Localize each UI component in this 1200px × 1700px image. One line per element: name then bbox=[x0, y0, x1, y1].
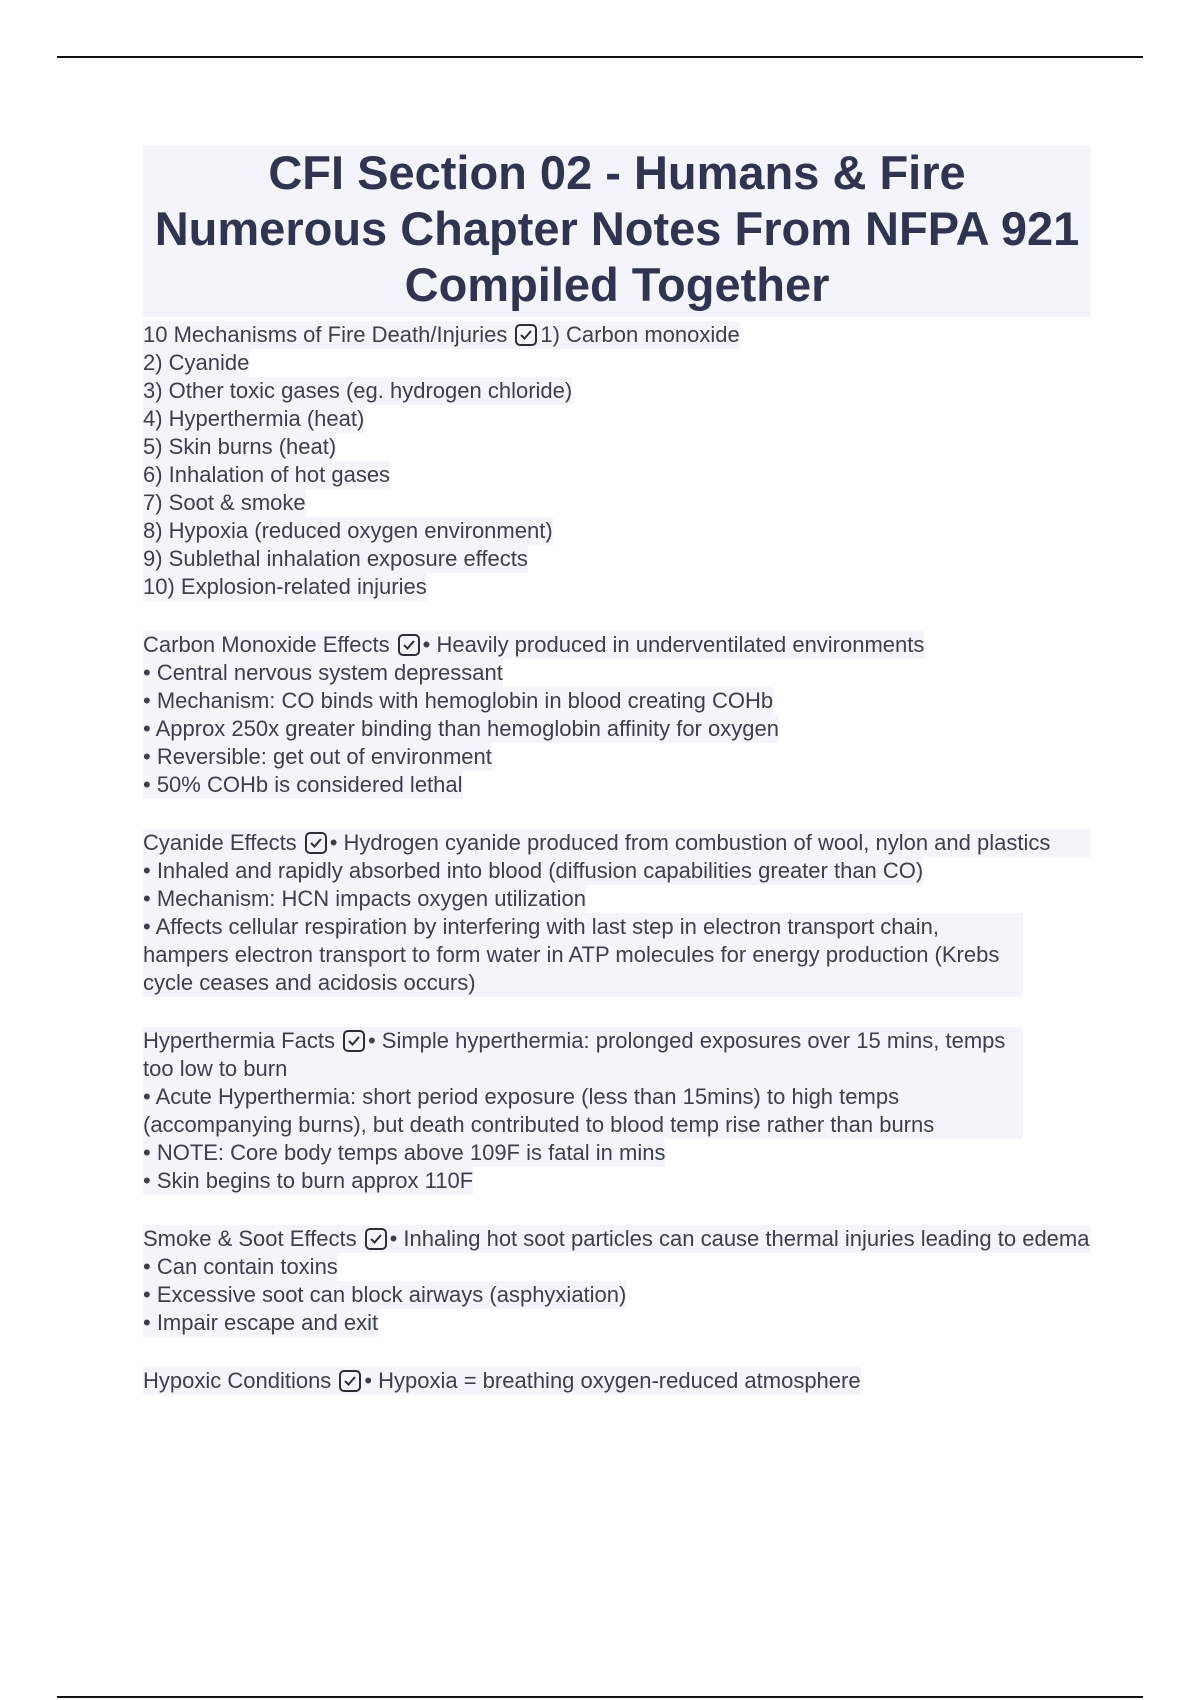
card-line: • Hypoxia = breathing oxygen-reduced atmosphere bbox=[364, 1368, 861, 1393]
card-term: Smoke & Soot Effects bbox=[143, 1226, 357, 1251]
card-line: 1) Carbon monoxide bbox=[540, 322, 740, 347]
card-first-line bbox=[143, 1225, 1091, 1253]
flashcard bbox=[143, 829, 1091, 997]
card-term: Carbon Monoxide Effects bbox=[143, 632, 390, 657]
card-line: • Mechanism: CO binds with hemoglobin in blood creating COHb bbox=[143, 688, 774, 713]
bottom-rule bbox=[57, 1696, 1143, 1698]
flashcard bbox=[143, 631, 1091, 799]
checkbox-icon bbox=[339, 1370, 361, 1392]
card-line: 10) Explosion-related injuries bbox=[143, 574, 427, 599]
card-line: • Approx 250x greater binding than hemoglobin affinity for oxygen bbox=[143, 716, 779, 741]
card-first-line bbox=[143, 1027, 1023, 1083]
card-line: • Impair escape and exit bbox=[143, 1310, 379, 1335]
card-line: • 50% COHb is considered lethal bbox=[143, 772, 463, 797]
top-rule bbox=[57, 56, 1143, 58]
card-line: • Affects cellular respiration by interfering with last step in electron transport chain, hampers electron transport to form water in ATP molecules for energy production (Krebs cycle ceases and acidosis occurs) bbox=[143, 913, 1023, 997]
flashcard bbox=[143, 1367, 1091, 1395]
card-first-line bbox=[143, 321, 740, 349]
card-line: • Mechanism: HCN impacts oxygen utilization bbox=[143, 886, 586, 911]
card-line: • Simple hyperthermia: prolonged exposures over 15 mins, temps too low to burn bbox=[143, 1028, 1006, 1081]
checkbox-icon bbox=[343, 1030, 365, 1052]
card-line: • Skin begins to burn approx 110F bbox=[143, 1168, 474, 1193]
card-line: 2) Cyanide bbox=[143, 350, 250, 375]
card-line: 6) Inhalation of hot gases bbox=[143, 462, 391, 487]
card-first-line bbox=[143, 1367, 861, 1395]
checkbox-icon bbox=[398, 634, 420, 656]
card-first-line bbox=[143, 829, 1091, 857]
card-line: • Central nervous system depressant bbox=[143, 660, 503, 685]
card-line: 9) Sublethal inhalation exposure effects bbox=[143, 546, 528, 571]
card-line: • Inhaling hot soot particles can cause thermal injuries leading to edema bbox=[389, 1226, 1090, 1251]
card-line: • Acute Hyperthermia: short period exposure (less than 15mins) to high temps (accompanying burns), but death contributed to blood temp rise rather than burns bbox=[143, 1083, 1023, 1139]
checkbox-icon bbox=[305, 832, 327, 854]
card-line: • NOTE: Core body temps above 109F is fatal in mins bbox=[143, 1140, 666, 1165]
card-term: Hyperthermia Facts bbox=[143, 1028, 335, 1053]
card-line: • Can contain toxins bbox=[143, 1254, 338, 1279]
card-line: 4) Hyperthermia (heat) bbox=[143, 406, 365, 431]
card-line: • Hydrogen cyanide produced from combustion of wool, nylon and plastics bbox=[329, 830, 1051, 855]
card-line: 5) Skin burns (heat) bbox=[143, 434, 337, 459]
title-box bbox=[143, 145, 1091, 317]
document-title: CFI Section 02 - Humans & Fire Numerous Chapter Notes From NFPA 921 Compiled Together bbox=[154, 146, 1080, 311]
card-line: 3) Other toxic gases (eg. hydrogen chloride) bbox=[143, 378, 573, 403]
card-line: 8) Hypoxia (reduced oxygen environment) bbox=[143, 518, 553, 543]
card-term: Cyanide Effects bbox=[143, 830, 297, 855]
card-line: • Heavily produced in underventilated environments bbox=[422, 632, 925, 657]
document-content bbox=[143, 145, 1091, 1425]
flashcard bbox=[143, 1225, 1091, 1337]
card-first-line bbox=[143, 631, 924, 659]
checkbox-icon bbox=[515, 324, 537, 346]
card-line: • Inhaled and rapidly absorbed into blood (diffusion capabilities greater than CO) bbox=[143, 858, 924, 883]
checkbox-icon bbox=[365, 1228, 387, 1250]
card-line: 7) Soot & smoke bbox=[143, 490, 306, 515]
card-line: • Reversible: get out of environment bbox=[143, 744, 492, 769]
flashcard bbox=[143, 321, 1091, 601]
card-term: Hypoxic Conditions bbox=[143, 1368, 332, 1393]
flashcard bbox=[143, 1027, 1091, 1195]
card-term: 10 Mechanisms of Fire Death/Injuries bbox=[143, 322, 508, 347]
card-line: • Excessive soot can block airways (asphyxiation) bbox=[143, 1282, 627, 1307]
